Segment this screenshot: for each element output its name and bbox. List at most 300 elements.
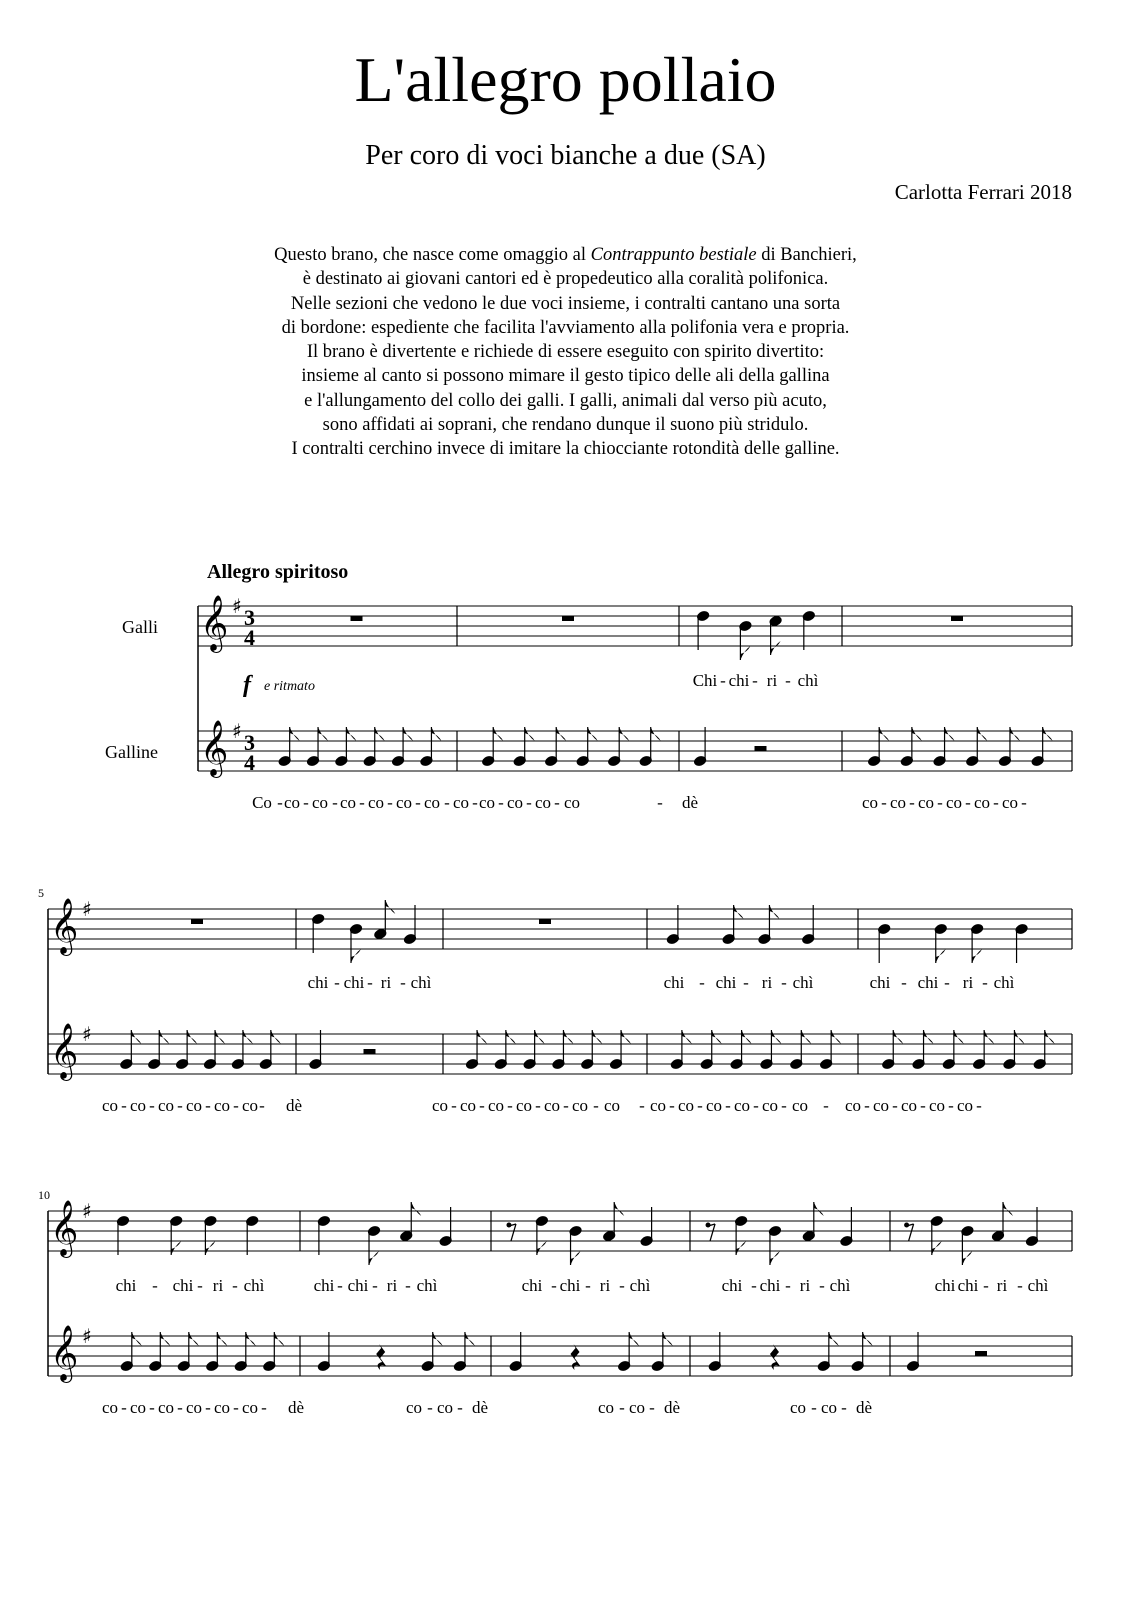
lyric-hyphen: - (277, 793, 283, 812)
lyric-hyphen: - (334, 973, 340, 992)
measure-number: 10 (38, 1188, 50, 1202)
lyric-hyphen: - (359, 793, 365, 812)
lyric-hyphen: - (405, 1276, 411, 1295)
lyric-hyphen: - (901, 973, 907, 992)
lyric-hyphen: - (205, 1096, 211, 1115)
note-flag (159, 1030, 169, 1044)
galline-lyrics (102, 1398, 872, 1417)
lyric-hyphen: - (639, 1096, 645, 1115)
treble-clef-icon: 𝄞 (50, 1023, 79, 1079)
lyric-hyphen: - (892, 1096, 898, 1115)
note-flag (205, 1241, 215, 1255)
lyric-syllable: co (157, 1398, 175, 1417)
lyric-syllable: chi (728, 671, 750, 690)
notes-text: di Banchieri, (756, 245, 857, 265)
notes-line: I contralti cerchino invece di imitare la chiocciante rotondità delle galline. (291, 439, 840, 460)
lyric-syllable: co (515, 1096, 533, 1115)
galli-staff (198, 606, 1072, 646)
lyric-hyphen: - (881, 793, 887, 812)
note-flag (318, 727, 328, 741)
note-flag (962, 1251, 972, 1265)
lyric-hyphen: - (593, 1096, 599, 1115)
galli-lyrics (308, 973, 1015, 992)
note-flag (831, 1030, 841, 1044)
lyric-syllable: chi (663, 973, 685, 992)
lyric-hyphen: - (585, 1276, 591, 1295)
lyric-syllable: ri (599, 1276, 611, 1295)
lyric-hyphen: - (451, 1096, 457, 1115)
lyric-hyphen: - (983, 1276, 989, 1295)
lyric-hyphen: - (920, 1096, 926, 1115)
galli-staff (48, 909, 1072, 949)
lyric-syllable: chi (115, 1276, 137, 1295)
note-flag (932, 1241, 942, 1255)
lyric-hyphen: - (149, 1096, 155, 1115)
lyric-syllable: co (213, 1096, 231, 1115)
lyric-hyphen: - (233, 1398, 239, 1417)
lyric-hyphen: - (400, 973, 406, 992)
lyric-syllable: chi (313, 1276, 335, 1295)
lyric-hyphen: - (205, 1398, 211, 1417)
lyric-syllable: co (101, 1398, 119, 1417)
lyric-hyphen: - (507, 1096, 513, 1115)
note-flag (375, 727, 385, 741)
note-flag (614, 1202, 624, 1216)
lyric-syllable: ri (386, 1276, 398, 1295)
lyric-hyphen: - (427, 1398, 433, 1417)
note-flag (369, 1251, 379, 1265)
lyric-syllable: co (956, 1096, 974, 1115)
sharp-icon: ♯ (232, 594, 242, 618)
lyric-hyphen: - (149, 1398, 155, 1417)
note-flag (893, 1030, 903, 1044)
lyric-syllable: co (129, 1398, 147, 1417)
half-rest-icon (975, 1351, 987, 1356)
lyric-syllable: co (452, 793, 470, 812)
time-signature-top: 3 (244, 605, 255, 630)
lyric-hyphen: - (152, 1276, 158, 1295)
note-flag (571, 1251, 581, 1265)
eighth-rest-icon (909, 1224, 914, 1241)
lyric-syllable: co (705, 1096, 723, 1115)
galli-staff (48, 1211, 1072, 1251)
note-flag (829, 1332, 839, 1346)
lyric-syllable: Chi (692, 671, 718, 690)
note-flag (556, 727, 566, 741)
composer-credit: Carlotta Ferrari 2018 (894, 180, 1072, 204)
lyric-syllable: chi (307, 973, 329, 992)
lyric-syllable: chì (416, 1276, 438, 1295)
treble-clef-icon: 𝄞 (200, 595, 229, 651)
lyric-syllable: co (213, 1398, 231, 1417)
lyric-syllable: co (917, 793, 935, 812)
lyric-hyphen: - (387, 793, 393, 812)
whole-rest-icon (351, 616, 363, 621)
sharp-icon: ♯ (82, 897, 92, 921)
lyric-hyphen: - (751, 1276, 757, 1295)
eighth-rest-icon (710, 1224, 715, 1241)
notes-title-reference: Contrappunto bestiale (590, 245, 757, 265)
note-flag (924, 1030, 934, 1044)
lyric-hyphen: - (121, 1096, 127, 1115)
lyric-syllable: co (506, 793, 524, 812)
expression-marking: e ritmato (264, 679, 315, 694)
lyric-syllable: co (241, 1096, 259, 1115)
note-flag (132, 1332, 142, 1346)
piece-subtitle: Per coro di voci bianche a due (SA) (365, 140, 766, 171)
notes-text: Questo brano, che nasce come omaggio al (274, 245, 591, 265)
notes-line: è destinato ai giovani cantori ed è propedeutico alla coralità polifonica. (302, 269, 829, 290)
lyric-hyphen: - (551, 1276, 557, 1295)
note-flag (736, 1241, 746, 1255)
lyric-syllable: co (677, 1096, 695, 1115)
lyric-hyphen: - (526, 793, 532, 812)
piece-title: L'allegro pollaio (354, 44, 777, 115)
lyric-syllable: chi (869, 973, 891, 992)
lyric-syllable: co (487, 1096, 505, 1115)
lyric-syllable: co (945, 793, 963, 812)
note-flag (290, 727, 300, 741)
lyric-syllable: co (367, 793, 385, 812)
note-flag (1010, 727, 1020, 741)
sharp-icon: ♯ (82, 1199, 92, 1223)
lyric-syllable: chi (715, 973, 737, 992)
note-flag (682, 1030, 692, 1044)
sharp-icon: ♯ (82, 1324, 92, 1348)
note-flag (663, 1332, 673, 1346)
lyric-hyphen: - (259, 1096, 265, 1115)
lyric-hyphen: - (819, 1276, 825, 1295)
lyric-syllable: co (431, 1096, 449, 1115)
lyric-syllable: co (436, 1398, 454, 1417)
note-flag (945, 727, 955, 741)
galli-lyrics (693, 671, 819, 690)
lyric-hyphen: - (937, 793, 943, 812)
galline-lyrics (102, 1096, 982, 1115)
lyric-hyphen: - (563, 1096, 569, 1115)
lyric-hyphen: - (785, 671, 791, 690)
lyric-hyphen: - (753, 1096, 759, 1115)
lyric-syllable: co (185, 1096, 203, 1115)
note-flag (431, 727, 441, 741)
galli-lyrics (116, 1276, 1049, 1295)
lyric-syllable: chi (759, 1276, 781, 1295)
lyric-syllable: dè (285, 1096, 303, 1115)
lyric-syllable: dè (855, 1398, 873, 1417)
notes-line: Nelle sezioni che vedono le due voci insieme, i contralti cantano una sorta (290, 293, 841, 314)
lyric-syllable: dè (663, 1398, 681, 1417)
lyric-syllable: co (241, 1398, 259, 1417)
lyric-syllable: co (563, 793, 581, 812)
lyric-hyphen: - (657, 793, 663, 812)
lyric-syllable: co (534, 793, 552, 812)
lyric-hyphen: - (372, 1276, 378, 1295)
lyric-hyphen: - (177, 1096, 183, 1115)
note-flag (271, 1030, 281, 1044)
lyric-hyphen: - (472, 793, 478, 812)
lyric-hyphen: - (697, 1096, 703, 1115)
lyric-syllable: chì (792, 973, 814, 992)
lyric-syllable: chì (829, 1276, 851, 1295)
lyric-syllable: co (129, 1096, 147, 1115)
lyric-syllable: co (395, 793, 413, 812)
note-flag (411, 1202, 421, 1216)
sharp-icon: ♯ (232, 719, 242, 743)
note-flag (465, 1332, 475, 1346)
lyric-syllable: co (571, 1096, 589, 1115)
lyric-syllable: co (973, 793, 991, 812)
note-flag (588, 727, 598, 741)
note-flag (629, 1332, 639, 1346)
lyric-hyphen: - (1017, 1276, 1023, 1295)
lyric-syllable: co (185, 1398, 203, 1417)
lyric-syllable: chi (934, 1276, 956, 1295)
lyric-hyphen: - (752, 671, 758, 690)
lyric-hyphen: - (944, 973, 950, 992)
note-flag (984, 1030, 994, 1044)
lyric-syllable: co (603, 1096, 621, 1115)
lyric-syllable: co (900, 1096, 918, 1115)
note-flag (771, 641, 781, 655)
note-flag (525, 727, 535, 741)
galline-lyrics (252, 793, 1027, 812)
lyric-syllable: chì (797, 671, 819, 690)
lyric-hyphen: - (197, 1276, 203, 1295)
note-flag (1003, 1202, 1013, 1216)
lyric-hyphen: - (619, 1276, 625, 1295)
whole-rest-icon (951, 616, 963, 621)
lyric-syllable: co (928, 1096, 946, 1115)
note-flag (936, 949, 946, 963)
note-flag (1045, 1030, 1055, 1044)
lyric-syllable: chì (243, 1276, 265, 1295)
lyric-hyphen: - (121, 1398, 127, 1417)
notes-line: Il brano è divertente e richiede di essere eseguito con spirito divertito: (306, 342, 825, 363)
lyric-hyphen: - (1021, 793, 1027, 812)
time-signature-bottom: 4 (244, 625, 255, 650)
notes-line: insieme al canto si possono mimare il gesto tipico delle ali della gallina (301, 366, 830, 387)
note-flag (972, 949, 982, 963)
note-flag (171, 1241, 181, 1255)
lyric-syllable: dè (681, 793, 699, 812)
treble-clef-icon: 𝄞 (50, 898, 79, 954)
note-flag (160, 1332, 170, 1346)
lyric-syllable: chi (521, 1276, 543, 1295)
lyric-hyphen: - (781, 973, 787, 992)
lyric-hyphen: - (720, 671, 726, 690)
lyric-syllable: Co (252, 793, 272, 812)
note-flag (912, 727, 922, 741)
note-flag (954, 1030, 964, 1044)
treble-clef-icon: 𝄞 (50, 1325, 79, 1381)
note-flag (879, 727, 889, 741)
lyric-syllable: co (283, 793, 301, 812)
note-flag (274, 1332, 284, 1346)
lyric-hyphen: - (554, 793, 560, 812)
lyric-syllable: co (820, 1398, 838, 1417)
notes-line: sono affidati ai soprani, che rendano dunque il suono più stridulo. (322, 415, 809, 436)
whole-rest-icon (191, 919, 203, 924)
note-flag (769, 905, 779, 919)
lyric-hyphen: - (743, 973, 749, 992)
lyric-hyphen: - (444, 793, 450, 812)
note-flag (814, 1202, 824, 1216)
lyric-hyphen: - (649, 1398, 655, 1417)
lyric-hyphen: - (725, 1096, 731, 1115)
note-flag (651, 727, 661, 741)
note-flag (506, 1030, 516, 1044)
whole-rest-icon (562, 616, 574, 621)
lyric-syllable: co (459, 1096, 477, 1115)
notes-line: e l'allungamento del collo dei galli. I galli, animali dal verso più acuto, (304, 390, 827, 411)
lyric-hyphen: - (535, 1096, 541, 1115)
note-flag (433, 1332, 443, 1346)
lyric-hyphen: - (457, 1398, 463, 1417)
lyric-syllable: co (543, 1096, 561, 1115)
lyric-syllable: ri (766, 671, 778, 690)
lyric-hyphen: - (781, 1096, 787, 1115)
lyric-hyphen: - (177, 1398, 183, 1417)
note-flag (535, 1030, 545, 1044)
note-flag (742, 1030, 752, 1044)
note-flag (740, 646, 750, 660)
lyric-syllable: chi (172, 1276, 194, 1295)
eighth-rest-icon (511, 1224, 516, 1241)
lyric-hyphen: - (909, 793, 915, 812)
lyric-syllable: co (789, 1398, 807, 1417)
lyric-hyphen: - (669, 1096, 675, 1115)
treble-clef-icon: 𝄞 (200, 720, 229, 776)
lyric-hyphen: - (261, 1398, 267, 1417)
treble-clef-icon: 𝄞 (50, 1200, 79, 1256)
note-flag (734, 905, 744, 919)
lyric-syllable: co (733, 1096, 751, 1115)
lyric-hyphen: - (785, 1276, 791, 1295)
note-flag (246, 1332, 256, 1346)
note-flag (1014, 1030, 1024, 1044)
note-flag (131, 1030, 141, 1044)
note-flag (801, 1030, 811, 1044)
lyric-syllable: dè (287, 1398, 305, 1417)
note-flag (621, 1030, 631, 1044)
instrument-label-galline: Galline (105, 742, 158, 762)
note-flag (477, 1030, 487, 1044)
lyric-syllable: co (478, 793, 496, 812)
lyric-syllable: chi (343, 973, 365, 992)
tempo-marking: Allegro spiritoso (207, 561, 349, 583)
lyric-hyphen: - (303, 793, 309, 812)
lyric-syllable: co (872, 1096, 890, 1115)
note-flag (346, 727, 356, 741)
lyric-syllable: chi (347, 1276, 369, 1295)
lyric-syllable: chi (559, 1276, 581, 1295)
lyric-syllable: co (649, 1096, 667, 1115)
lyric-hyphen: - (965, 793, 971, 812)
lyric-syllable: co (889, 793, 907, 812)
lyric-hyphen: - (982, 973, 988, 992)
lyric-hyphen: - (498, 793, 504, 812)
whole-rest-icon (539, 919, 551, 924)
lyric-hyphen: - (823, 1096, 829, 1115)
lyric-syllable: co (423, 793, 441, 812)
lyric-syllable: co (844, 1096, 862, 1115)
lyric-syllable: chi (957, 1276, 979, 1295)
lyric-syllable: co (339, 793, 357, 812)
note-flag (403, 727, 413, 741)
lyric-syllable: ri (996, 1276, 1008, 1295)
lyric-hyphen: - (811, 1398, 817, 1417)
lyric-hyphen: - (841, 1398, 847, 1417)
measure-number: 5 (38, 886, 44, 900)
lyric-syllable: ri (799, 1276, 811, 1295)
dynamic-marking: f (243, 672, 251, 698)
note-flag (189, 1332, 199, 1346)
lyric-hyphen: - (332, 793, 338, 812)
lyric-syllable: co (597, 1398, 615, 1417)
note-flag (770, 1251, 780, 1265)
time-signature-bottom: 4 (244, 750, 255, 775)
lyric-syllable: co (628, 1398, 646, 1417)
note-flag (243, 1030, 253, 1044)
lyric-hyphen: - (993, 793, 999, 812)
lyric-hyphen: - (233, 1096, 239, 1115)
note-flag (187, 1030, 197, 1044)
lyric-hyphen: - (699, 973, 705, 992)
lyric-hyphen: - (232, 1276, 238, 1295)
half-rest-icon (364, 1049, 376, 1054)
note-flag (351, 949, 361, 963)
note-flag (619, 727, 629, 741)
lyric-syllable: chì (410, 973, 432, 992)
lyric-syllable: co (761, 1096, 779, 1115)
note-flag (712, 1030, 722, 1044)
lyric-syllable: co (101, 1096, 119, 1115)
lyric-syllable: co (1001, 793, 1019, 812)
note-flag (215, 1030, 225, 1044)
lyric-syllable: ri (380, 973, 392, 992)
lyric-hyphen: - (976, 1096, 982, 1115)
lyric-hyphen: - (619, 1398, 625, 1417)
time-signature-top: 3 (244, 730, 255, 755)
lyric-hyphen: - (864, 1096, 870, 1115)
note-flag (863, 1332, 873, 1346)
lyric-syllable: co (861, 793, 879, 812)
lyric-syllable: co (157, 1096, 175, 1115)
note-flag (592, 1030, 602, 1044)
note-flag (771, 1030, 781, 1044)
lyric-syllable: ri (761, 973, 773, 992)
lyric-syllable: dè (471, 1398, 489, 1417)
sharp-icon: ♯ (82, 1022, 92, 1046)
lyric-syllable: chi (917, 973, 939, 992)
lyric-hyphen: - (367, 973, 373, 992)
lyric-hyphen: - (337, 1276, 343, 1295)
lyric-syllable: co (311, 793, 329, 812)
lyric-hyphen: - (479, 1096, 485, 1115)
note-flag (1043, 727, 1053, 741)
lyric-syllable: chì (1027, 1276, 1049, 1295)
notes-line: di bordone: espediente che facilita l'avviamento alla polifonia vera e propria. (281, 317, 850, 338)
lyric-syllable: ri (212, 1276, 224, 1295)
note-flag (977, 727, 987, 741)
note-flag (385, 900, 395, 914)
note-flag (493, 727, 503, 741)
lyric-hyphen: - (948, 1096, 954, 1115)
lyric-syllable: co (791, 1096, 809, 1115)
instrument-label-galli: Galli (122, 617, 158, 637)
half-rest-icon (755, 746, 767, 751)
note-flag (217, 1332, 227, 1346)
